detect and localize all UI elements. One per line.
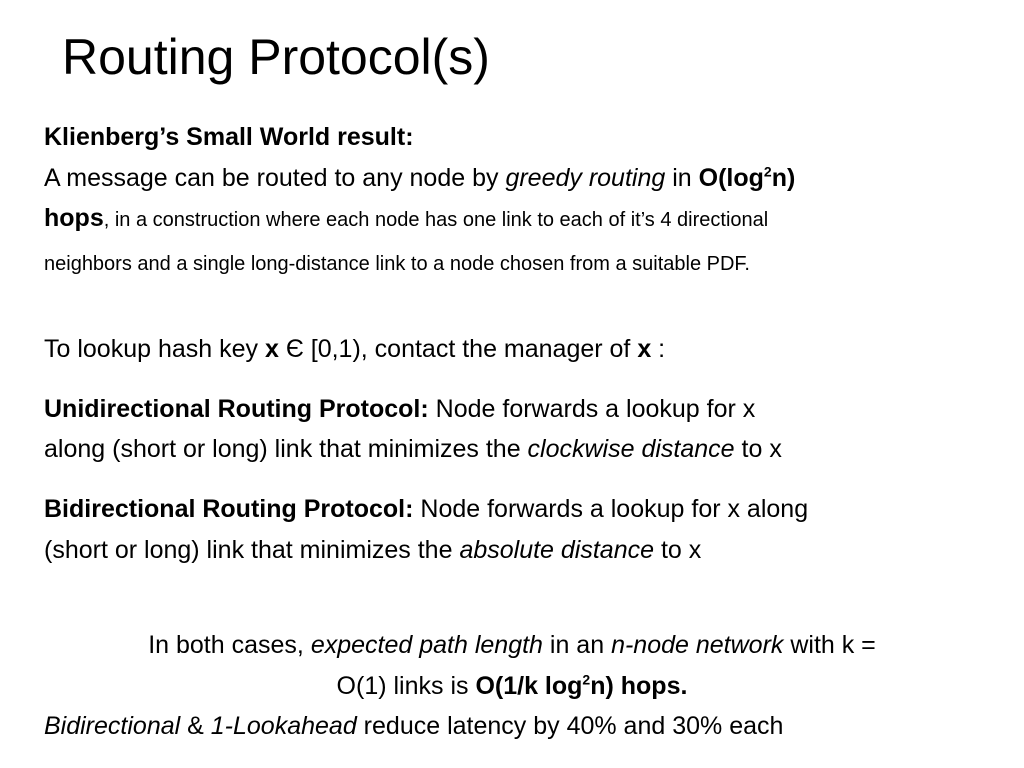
unidirectional-line-2: along (short or long) link that minimizes the clockwise distance to x [44, 435, 782, 463]
summary-line-1: In both cases, expected path length in an n-node network with k = [148, 631, 876, 659]
kleinberg-heading: Klienberg’s Small World result: [44, 123, 414, 151]
kleinberg-line-1: A message can be routed to any node by greedy routing in $O(\log^2n)$ [44, 163, 796, 192]
kleinberg-line-3: neighbors and a single long-distance link to a node chosen from a suitable PDF. [44, 253, 750, 275]
lookup-line: To lookup hash key x Є [0,1), contact the manager of x : [44, 335, 666, 363]
summary-line-2: O(1) links is O(1/k $\log^2n$) hops. [336, 671, 688, 700]
slide-title: Routing Protocol(s) [62, 29, 490, 85]
kleinberg-line-2: hops, in a construction where each node has one link to each of it’s 4 directional [44, 204, 769, 232]
bidirectional-line-1: Bidirectional Routing Protocol: Node forwards a lookup for x along [44, 495, 809, 523]
bidirectional-line-2: (short or long) link that minimizes the absolute distance to x [44, 536, 702, 564]
summary-line-3: Bidirectional & 1-Lookahead reduce latency by 40% and 30% each [44, 712, 784, 740]
unidirectional-line-1: Unidirectional Routing Protocol: Node forwards a lookup for x [44, 395, 756, 423]
